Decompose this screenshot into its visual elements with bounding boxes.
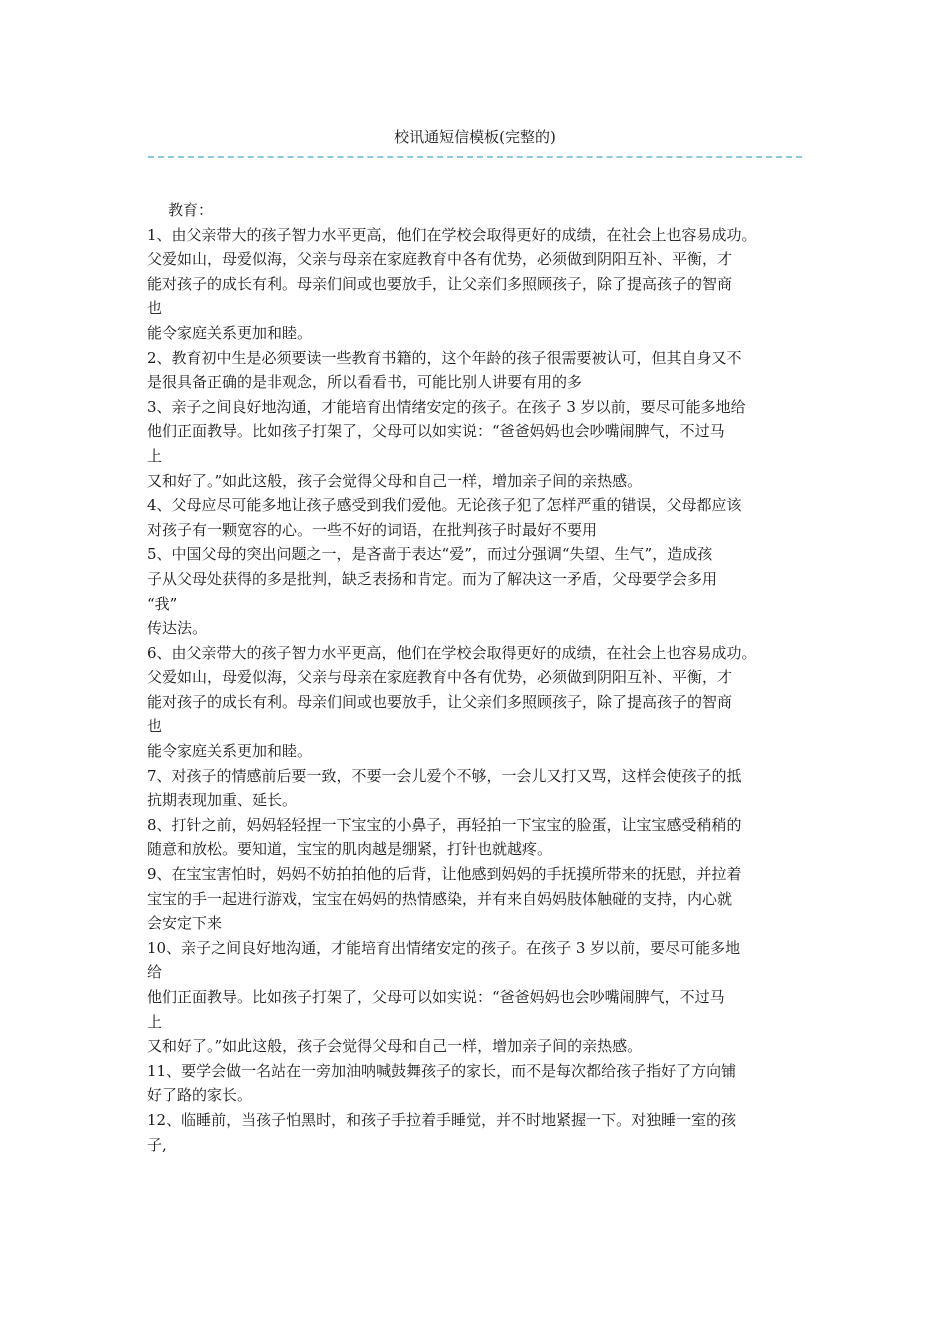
text-line: 子, [147, 1135, 167, 1154]
text-line: 10、亲子之间良好地沟通，才能培育出情绪安定的孩子。在孩子 3 岁以前，要尽可能多地 [147, 938, 741, 957]
text-line: 能令家庭关系更加和睦。 [147, 742, 313, 761]
text-line: 宝宝的手一起进行游戏，宝宝在妈妈的热情感染，并有来自妈妈肢体触碰的支持，内心就 [147, 889, 733, 908]
text-line: 8、打针之前，妈妈轻轻捏一下宝宝的小鼻子，再轻拍一下宝宝的脸蛋，让宝宝感受稍稍的 [147, 815, 742, 834]
section-heading: 教育： [168, 201, 214, 219]
text-line: 父爱如山，母爱似海，父亲与母亲在家庭教育中各有优势，必须做到阴阳互补、平衡，才 [147, 668, 733, 687]
text-line: 会安定下来 [147, 914, 223, 933]
text-line: 对孩子有一颗宽容的心。一些不好的词语，在批判孩子时最好不要用 [147, 520, 598, 539]
text-line: 能对孩子的成长有利。母亲们间或也要放手，让父亲们多照顾孩子，除了提高孩子的智商 [147, 692, 733, 711]
text-line: 传达法。 [147, 619, 208, 638]
text-line: 好了路的家长。 [147, 1086, 253, 1105]
text-line: 是很具备正确的是非观念，所以看看书，可能比别人讲要有用的多 [147, 373, 583, 392]
text-line: 2、教育初中生是必须要读一些教育书籍的，这个年龄的孩子很需要被认可，但其自身又不 [147, 348, 742, 367]
text-line: 上 [147, 1012, 163, 1031]
text-line: 又和好了。”如此这般，孩子会觉得父母和自己一样，增加亲子间的亲热感。 [147, 1037, 643, 1056]
document-body [147, 198, 823, 1157]
text-line: 1、由父亲带大的孩子智力水平更高，他们在学校会取得更好的成绩，在社会上也容易成功。 [147, 225, 757, 244]
text-line: 子从父母处获得的多是批判，缺乏表扬和肯定。而为了解决这一矛盾，父母要学会多用 [147, 569, 718, 588]
text-line: 也 [147, 717, 163, 736]
text-line: “我” [147, 594, 178, 613]
text-line: 12、临睡前，当孩子怕黑时，和孩子手拉着手睡觉，并不时地紧握一下。对独睡一室的孩 [147, 1110, 737, 1129]
text-line: 上 [147, 446, 163, 465]
text-line: 也 [147, 299, 163, 318]
text-line: 4、父母应尽可能多地让孩子感受到我们爱他。无论孩子犯了怎样严重的错误，父母都应该 [147, 496, 742, 515]
text-line: 5、中国父母的突出问题之一，是吝啬于表达“爱”，而过分强调“失望、生气”，造成孩 [147, 545, 713, 564]
title-divider [148, 156, 802, 158]
text-line: 能令家庭关系更加和睦。 [147, 323, 313, 342]
text-line: 又和好了。”如此这般，孩子会觉得父母和自己一样，增加亲子间的亲热感。 [147, 471, 643, 490]
text-line: 7、对孩子的情感前后要一致，不要一会儿爱个不够，一会儿又打又骂，这样会使孩子的抵 [147, 766, 742, 785]
document-title: 校讯通短信模板(完整的) [394, 128, 556, 146]
text-line: 抗期表现加重、延长。 [147, 791, 298, 810]
text-line: 他们正面教导。比如孩子打架了，父母可以如实说：“爸爸妈妈也会吵嘴闹脾气，不过马 [147, 422, 725, 441]
text-line: 9、在宝宝害怕时，妈妈不妨拍拍他的后背，让他感到妈妈的手抚摸所带来的抚慰，并拉着 [147, 865, 742, 884]
text-line: 11、要学会做一名站在一旁加油呐喊鼓舞孩子的家长，而不是每次都给孩子指好了方向铺 [147, 1061, 737, 1080]
text-line: 父爱如山，母爱似海，父亲与母亲在家庭教育中各有优势，必须做到阴阳互补、平衡，才 [147, 250, 733, 269]
text-line: 6、由父亲带大的孩子智力水平更高，他们在学校会取得更好的成绩，在社会上也容易成功。 [147, 643, 757, 662]
text-line: 他们正面教导。比如孩子打架了，父母可以如实说：“爸爸妈妈也会吵嘴闹脾气，不过马 [147, 988, 725, 1006]
text-line: 能对孩子的成长有利。母亲们间或也要放手，让父亲们多照顾孩子，除了提高孩子的智商 [147, 274, 733, 293]
text-line: 给 [147, 963, 163, 982]
text-line: 随意和放松。要知道，宝宝的肌肉越是绷紧，打针也就越疼。 [147, 840, 553, 859]
text-line: 3、亲子之间良好地沟通，才能培育出情绪安定的孩子。在孩子 3 岁以前，要尽可能多地给 [147, 397, 746, 416]
